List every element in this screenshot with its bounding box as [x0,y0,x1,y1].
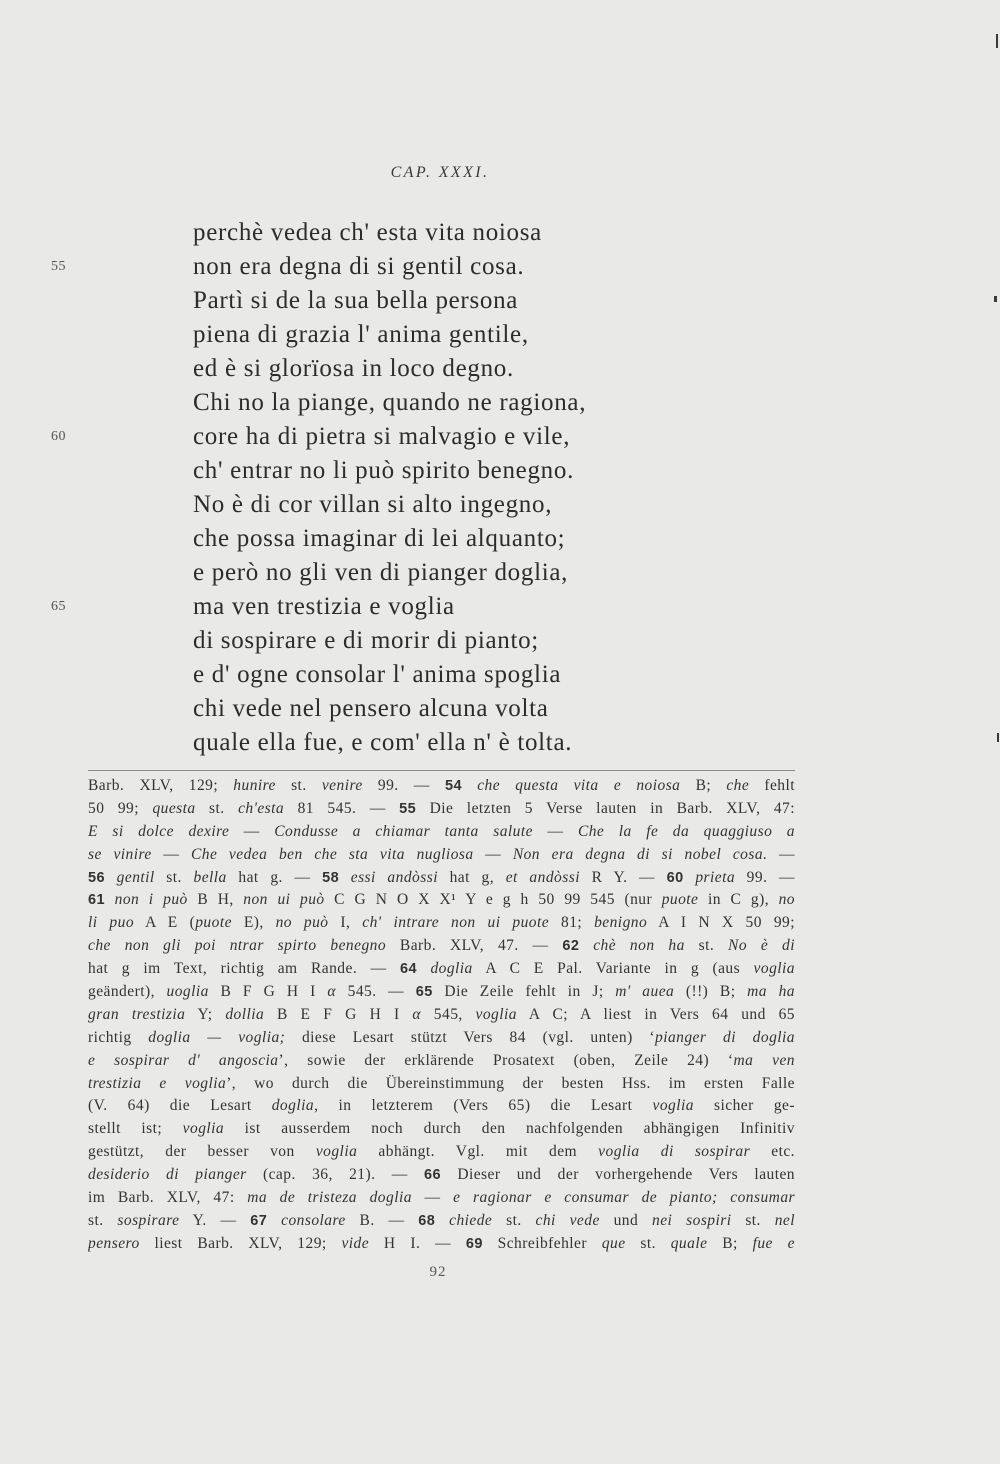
footnote-line [88,821,795,844]
verse-reference: 60 [666,869,684,886]
footnote-text: , in letzterem (Vers 65) die Lesart [314,1097,653,1115]
footnote-line [88,912,795,935]
variant-reading: m' auea [615,983,675,1001]
footnote-line [88,1141,795,1164]
verse-number: 65 [51,599,66,614]
verse-text: chi vede nel pensero alcuna volta [193,695,549,722]
variant-reading: E si dolce dexire [88,822,230,840]
footnote-text: B. — [345,1211,419,1229]
footnote-line [88,1210,795,1233]
footnote-text [435,1212,449,1229]
variant-reading: non i può [114,891,188,909]
variant-reading: chiede [449,1211,493,1229]
footnote-rule [88,770,795,771]
footnote-line [88,981,795,1004]
variant-reading: doglia [271,1097,315,1115]
verse-reference: 56 [88,869,106,886]
verse-text: Partì si de la sua bella persona [193,287,519,314]
footnote-text: E), [231,914,276,932]
variant-reading: ma de tristeza doglia [247,1189,412,1207]
footnote-line [88,958,795,981]
footnote-text: Dieser und der vorhergehende Vers lauten [441,1166,795,1184]
footnote-text: 50 99; [88,799,153,817]
variant-reading: venire [321,777,363,794]
footnote-text: im Barb. XLV, 47: [88,1189,248,1207]
variant-reading: che [726,777,750,794]
verse-text: e d' ogne consolar l' anima spoglia [193,661,562,688]
footnote-text: (V. 64) die Lesart [88,1097,272,1115]
footnote-text: 81 545. — [284,799,400,817]
footnote-line [88,1050,795,1073]
variant-reading: puote [195,914,232,932]
footnotes [88,775,795,1256]
footnote-text: ist ausserdem noch durch den nachfolgenden abhängigen Infinitiv [224,1120,795,1138]
footnote-line [88,1004,795,1027]
verse-line [0,216,1000,250]
footnote-text: st. [195,799,239,817]
variant-reading: hunire [233,777,276,794]
footnote-text: hat g im Text, richtig am Rande. — [88,960,400,978]
footnote-text [684,869,696,886]
footnote-text: Y. — [179,1211,251,1229]
footnote-text: I, [328,914,363,932]
variant-reading: benigno [594,914,648,932]
verse-line [0,624,1000,658]
variant-reading: pensero [88,1234,140,1252]
footnote-line [88,1027,795,1050]
running-title: CAP. XXXI. [390,164,490,181]
verse-text: piena di grazia l' anima gentile, [193,321,529,348]
footnote-text: B; [707,1234,753,1252]
footnote-text: — [532,822,578,840]
footnote-text: hat g, [437,868,506,886]
verse-text: ch' entrar no li può spirito benegno. [193,457,575,484]
verse-line [0,692,1000,726]
variant-reading: voglia [652,1097,694,1115]
footnote-text: hat g. — [226,868,323,886]
variant-reading: puote [661,891,699,909]
footnote-text: A E ( [134,914,196,932]
verse-text: ed è si glorïosa in loco degno. [193,355,514,382]
scan-artifact [997,733,999,742]
variant-reading: e sospirar d' angoscia [88,1051,279,1069]
variant-reading: dollia [225,1005,265,1023]
footnote-text: ’, wo durch die Übereinstimmung der besten Hss. im ersten Falle [226,1074,795,1092]
variant-reading: Che vedea ben che sta vita nugliosa [190,845,474,863]
variant-reading: chè non ha [593,937,685,955]
variant-reading: non ui può [243,891,325,909]
footnote-text: B F G H I [208,983,328,1001]
variant-reading: que [601,1234,626,1252]
variant-reading: no può [275,914,329,932]
verse-line [0,522,1000,556]
scan-artifact [994,296,997,302]
variant-reading: chi vede [535,1211,600,1229]
variant-reading: e ragionar e consumar de pianto; [453,1189,718,1207]
footnote-text: A I N X 50 99; [647,914,795,932]
footnote-text: 99. — [362,777,445,794]
variant-reading: voglia [753,960,795,978]
footnote-text: Y; [185,1005,226,1023]
verse-number: 55 [51,259,66,274]
verse-line [0,488,1000,522]
variant-reading: pianger di doglia [655,1028,795,1046]
footnote-text: Barb. XLV, 129; [88,777,234,794]
footnote-text [462,777,477,794]
verse-reference: 64 [399,961,417,978]
footnote-text: Schreibfehler [482,1234,602,1252]
verse-reference: 66 [423,1167,442,1184]
footnote-text: Barb. XLV, 47. — [386,937,563,955]
variant-reading: doglia — voglia; [148,1028,286,1046]
variant-reading: ma ha [747,983,795,1001]
footnote-text: ’, sowie der erklärende Prosatext (oben, Zeile 24) ‘ [278,1051,734,1069]
footnote-text: — [473,845,513,863]
verse-text: perchè vedea ch' esta vita noiosa [193,219,542,246]
variant-reading: uoglia [166,983,209,1001]
footnote-text: B H, [187,891,244,909]
verse-text: Chi no la piange, quando ne ragiona, [193,389,587,416]
variant-reading: et andòssi [505,868,580,886]
footnote-text: st. [154,868,194,886]
variant-reading: voglia di sospirar [598,1143,751,1161]
poem [0,216,1000,760]
footnote-line [88,1073,795,1096]
footnote-text: A C; A liest in Vers 64 und 65 [516,1005,795,1023]
footnote-text: — [411,1189,454,1207]
footnote-text: — [151,845,191,863]
footnote-text [267,1212,281,1229]
variant-reading: che questa vita e noiosa [477,777,681,794]
footnote-text: st. [625,1234,671,1252]
footnote-text: fehlt [749,777,795,794]
verse-line [0,658,1000,692]
variant-reading: li puo [88,914,135,932]
footnote-text [417,960,430,977]
variant-reading: trestizia e voglia [88,1074,227,1092]
variant-reading: Non era degna di si nobel cosa. [512,845,768,863]
footnote-line [88,867,795,890]
footnote-line [88,889,795,912]
scan-artifact [996,34,998,48]
variant-reading: ch'esta [238,799,285,817]
variant-reading: No è di [728,937,795,955]
verse-reference: 65 [415,984,433,1001]
footnote-text: — [229,822,275,840]
variant-reading: desiderio di pianger [88,1166,247,1184]
variant-reading: ch' intrare non ui puote [362,914,550,932]
variant-reading: sospirare [117,1211,180,1229]
verse-line [0,352,1000,386]
verse-text: core ha di pietra si malvagio e vile, [193,423,571,450]
footnote-text: und [599,1211,653,1229]
footnote-text: 545, [421,1005,476,1023]
variant-reading: voglia [315,1143,358,1161]
footnote-text: 99. — [735,868,795,886]
variant-reading: prieta [695,868,736,886]
footnote-text: st. [275,777,322,794]
verse-text: quale ella fue, e com' ella n' è tolta. [193,729,573,756]
variant-reading: nei sospiri [652,1211,732,1229]
footnote-text: abhängt. Vgl. mit dem [357,1143,599,1161]
variant-reading: Che la fe da quaggiuso a [577,822,795,840]
variant-reading: essi andòssi [350,868,438,886]
footnote-text [718,1189,731,1206]
footnote-text: stellt ist; [88,1120,183,1138]
verse-line [0,318,1000,352]
footnote-text: in C g), [698,891,779,909]
footnote-text: A C E Pal. Variante in g (aus [472,960,754,978]
footnote-line [88,1118,795,1141]
variant-reading: no [778,891,795,909]
variant-reading: consolare [281,1211,346,1229]
variant-reading: voglia [182,1120,225,1138]
footnote-text: st. [492,1211,536,1229]
verse-text: di sospirare e di morir di pianto; [193,627,539,654]
footnote-text: st. [731,1211,775,1229]
footnote-text: (!!) B; [674,983,748,1001]
footnote-line [88,798,795,821]
footnote-text: st. [88,1211,118,1229]
footnote-text: sicher ge- [693,1097,795,1115]
verse-reference: 58 [322,869,340,886]
verse-number: 60 [51,429,66,444]
footnote-text [105,891,115,908]
verse-reference: 67 [250,1212,268,1229]
footnote-text: (cap. 36, 21). — [246,1166,424,1184]
page-number: 92 [429,1264,447,1280]
variant-reading: quale [670,1234,708,1252]
footnote-text: Die letzten 5 Verse lauten in Barb. XLV, 47: [416,799,795,817]
verse-line [0,386,1000,420]
footnote-text: etc. [750,1143,795,1161]
footnote-line [88,844,795,867]
footnote-text [339,869,351,886]
variant-reading: α [327,983,336,1001]
footnote-text: richtig [88,1028,149,1046]
verse-text: che possa imaginar di lei alquanto; [193,525,566,552]
variant-reading: vide [341,1234,370,1252]
footnote-line [88,1187,795,1210]
footnote-text: 81; [549,914,595,932]
footnote-text [105,869,117,886]
verse-line [0,284,1000,318]
footnote-text: liest Barb. XLV, 129; [139,1234,342,1252]
variant-reading: gran trestizia [88,1005,186,1023]
footnote-text: gestützt, der besser von [88,1143,316,1161]
footnote-text: B; [680,777,727,794]
footnote-text: H I. — [369,1234,466,1252]
variant-reading: Condusse a chiamar tanta salute [274,822,533,840]
verse-text: non era degna di si gentil cosa. [193,253,525,280]
verse-reference: 62 [562,938,580,955]
variant-reading: bella [193,868,227,886]
footnote-line [88,775,795,798]
variant-reading: se vinire [88,845,152,863]
footnote-line [88,935,795,958]
verse-reference: 68 [418,1212,436,1229]
verse-reference: 55 [399,800,417,817]
verse-line [0,590,1000,624]
variant-reading: nel [774,1211,795,1229]
variant-reading: voglia [475,1005,517,1023]
footnote-line [88,1164,795,1187]
footnote-text: Die Zeile fehlt in J; [432,983,616,1001]
footnote-text: geändert), [88,983,167,1001]
footnote-text: B E F G H I [264,1005,413,1023]
verse-text: No è di cor villan si alto ingegno, [193,491,553,518]
verse-reference: 54 [444,778,462,794]
variant-reading: che non gli poi ntrar spirto benegno [88,937,387,955]
footnote-line [88,1095,795,1118]
variant-reading: fue e [752,1234,795,1252]
verse-line [0,454,1000,488]
footnote-text: 545. — [336,983,416,1001]
footnote-text: R Y. — [579,868,667,886]
verse-reference: 61 [88,892,106,909]
verse-line [0,726,1000,760]
variant-reading: ma ven [733,1051,795,1069]
footnote-text: st. [684,937,729,955]
variant-reading: questa [152,799,196,817]
footnote-line [88,1233,795,1256]
verse-line [0,420,1000,454]
variant-reading: α [412,1005,421,1023]
footnote-text: diese Lesart stützt Vers 84 (vgl. unten) ‘ [285,1028,655,1046]
footnote-text: — [767,845,795,863]
variant-reading: gentil [116,868,155,886]
footnote-text [579,937,593,954]
variant-reading: doglia [430,960,473,978]
verse-text: e però no gli ven di pianger doglia, [193,559,569,586]
verse-line [0,556,1000,590]
verse-line [0,250,1000,284]
footnote-text: C G N O X X¹ Y e g h 50 99 545 (nur [324,891,662,909]
verse-text: ma ven trestizia e voglia [193,593,455,620]
verse-reference: 69 [465,1235,483,1252]
variant-reading: consumar [730,1189,795,1207]
